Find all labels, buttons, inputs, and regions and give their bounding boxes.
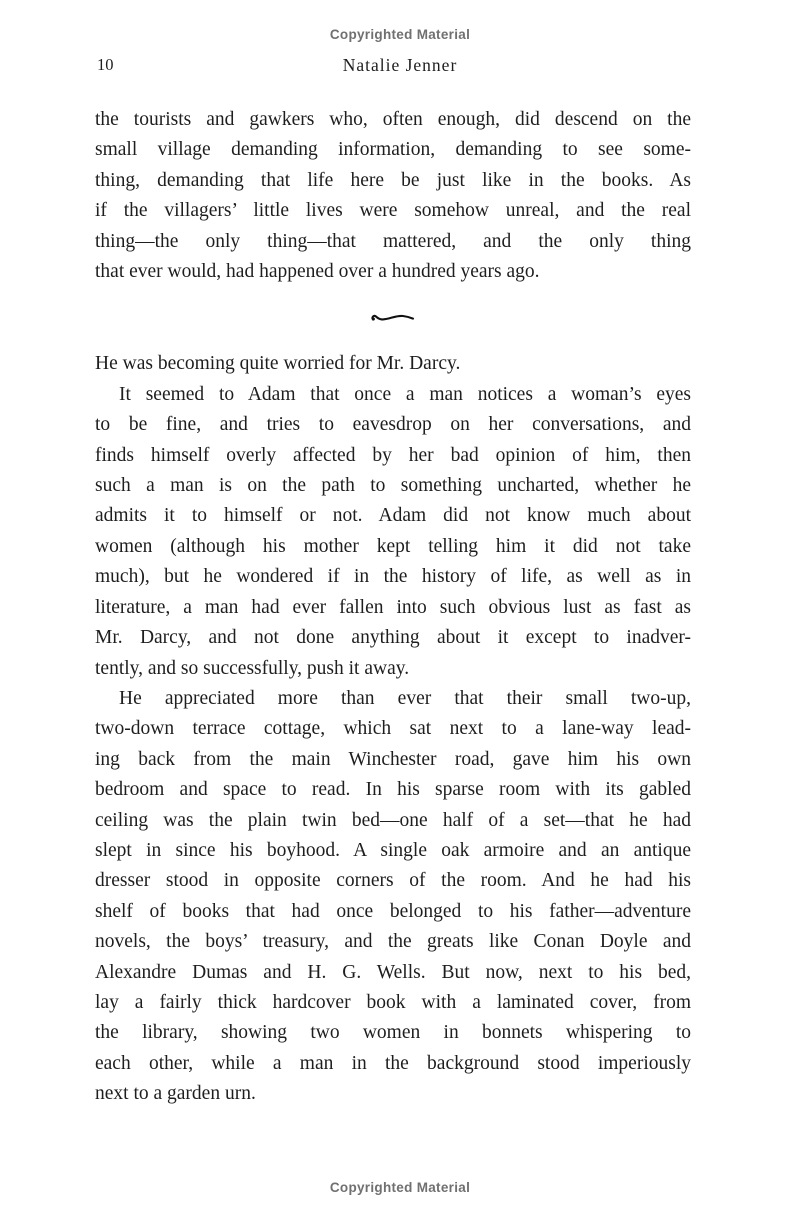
text-line: He appreciated more than ever that their small two-up,	[119, 687, 691, 709]
copyright-notice-top: Copyrighted Material	[329, 27, 471, 42]
text-line: the tourists and gawkers who, often enough, did descend on the	[95, 109, 691, 130]
text-line: lay a fairly thick hardcover book with a laminated cover, from	[95, 991, 691, 1013]
paragraph	[95, 349, 691, 379]
page-number: 10	[97, 55, 114, 74]
text-line: Alexandre Dumas and H. G. Wells. But now, next to his bed,	[95, 961, 691, 983]
text-line: next to a garden urn.	[95, 1083, 256, 1105]
text-line: if the villagers’ little lives were somehow unreal, and the real	[95, 200, 691, 222]
text-line: novels, the boys’ treasury, and the greats like Conan Doyle and	[95, 931, 691, 953]
text-line: tently, and so successfully, push it away.	[95, 657, 410, 679]
running-header-author: Natalie Jenner	[342, 55, 458, 75]
text-line: the library, showing two women in bonnets whispering to	[95, 1022, 691, 1044]
text-line: such a man is on the path to something uncharted, whether he	[95, 475, 691, 497]
body-text	[0, 105, 691, 1110]
text-line: bedroom and space to read. In his sparse room with its gabled	[95, 779, 691, 801]
text-line: admits it to himself or not. Adam did not know much about	[95, 505, 691, 527]
text-line: It seemed to Adam that once a man notices a woman’s eyes	[119, 383, 691, 405]
section-break-ornament	[95, 309, 691, 325]
text-line: that ever would, had happened over a hundred years ago.	[95, 261, 540, 283]
text-line: Mr. Darcy, and not done anything about it except to inadver-	[95, 627, 691, 649]
page-header	[0, 55, 800, 77]
text-line: thing—the only thing—that mattered, and the only thing	[95, 230, 691, 252]
text-line: finds himself overly affected by her bad opinion of him, then	[95, 444, 691, 466]
text-line: ing back from the main Winchester road, gave him his own	[95, 748, 691, 770]
text-line: much), but he wondered if in the history of life, as well as in	[95, 566, 691, 588]
text-line: slept in since his boyhood. A single oak armoire and an antique	[95, 839, 691, 861]
text-line: to be fine, and tries to eavesdrop on her conversations, and	[95, 414, 691, 436]
text-line: dresser stood in opposite corners of the room. And he had his	[95, 870, 691, 892]
paragraph	[95, 684, 691, 1110]
text-line: shelf of books that had once belonged to his father—adventure	[95, 900, 691, 922]
paragraph	[95, 105, 691, 287]
text-line: thing, demanding that life here be just like in the books. As	[95, 169, 691, 191]
text-line: He was becoming quite worried for Mr. Darcy.	[95, 353, 461, 375]
text-line: ceiling was the plain twin bed—one half of a set—that he had	[95, 809, 691, 831]
paragraph	[95, 380, 691, 684]
text-line: two-down terrace cottage, which sat next to a lane-way lead-	[95, 718, 691, 740]
text-line: literature, a man had ever fallen into such obvious lust as fast as	[95, 596, 691, 618]
swash-squiggle-icon	[370, 310, 416, 324]
copyright-notice-bottom: Copyrighted Material	[329, 1179, 471, 1195]
text-line: women (although his mother kept telling him it did not take	[95, 535, 691, 557]
text-line: small village demanding information, demanding to see some-	[95, 139, 691, 161]
text-line: each other, while a man in the background stood imperiously	[95, 1052, 691, 1074]
